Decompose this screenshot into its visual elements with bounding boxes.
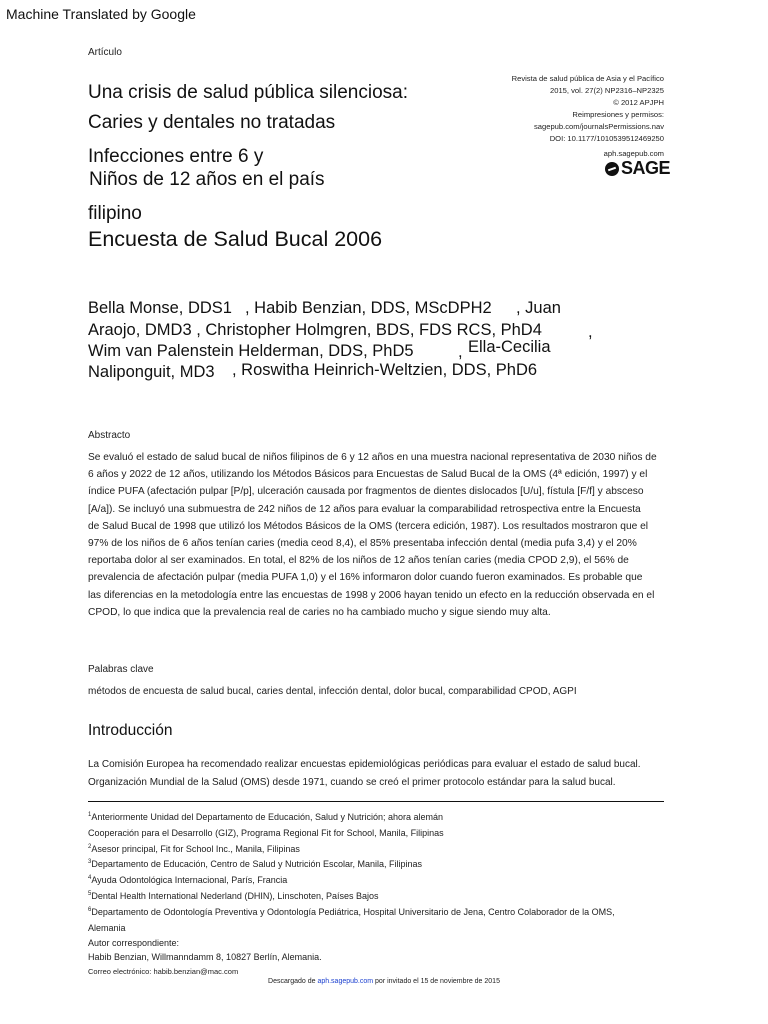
footnote-text: Alemania bbox=[88, 922, 126, 933]
footnote-text: Cooperación para el Desarrollo (GIZ), Programa Regional Fit for School, Manila, Filipinas bbox=[88, 827, 444, 838]
abstract-line: 6 años y 2022 de 12 años, utilizando los Métodos Básicos para Encuestas de Salud Bucal de la OMS (4ª edición, 1997) y el bbox=[88, 469, 648, 481]
title-line-6: Encuesta de Salud Bucal 2006 bbox=[88, 227, 383, 251]
correspondence-address: Habib Benzian, Willmanndamm 8, 10827 Berlín, Alemania. bbox=[88, 951, 322, 962]
footnote-item bbox=[88, 872, 615, 888]
permissions-link[interactable]: sagepub.com/journalsPermissions.nav bbox=[533, 121, 664, 131]
footnote-mark: 6 bbox=[88, 906, 92, 913]
title-line-2: Caries y dentales no tratadas bbox=[88, 112, 336, 133]
footnote-item bbox=[88, 888, 615, 904]
abstract-line: Se evaluó el estado de salud bucal de niños filipinos de 6 y 12 años en una muestra nacional representativa de 2030 niños de bbox=[88, 452, 657, 463]
footnote-text: Ayuda Odontológica Internacional, París, Francia bbox=[91, 875, 288, 886]
author-line-4a: Naliponguit, MD3 bbox=[88, 363, 215, 381]
correspondence bbox=[88, 937, 322, 978]
abstract-body bbox=[88, 449, 668, 621]
download-site-link[interactable]: aph.sagepub.com bbox=[317, 978, 374, 985]
author-line-2b: , bbox=[588, 323, 593, 341]
journal-info bbox=[512, 73, 664, 160]
author-line-1a: Bella Monse, DDS1 bbox=[88, 299, 232, 317]
title-line-1: Una crisis de salud pública silenciosa: bbox=[88, 82, 408, 103]
download-notice bbox=[0, 978, 768, 985]
sage-logo bbox=[605, 158, 670, 179]
journal-copyright: © 2012 APJPH bbox=[613, 97, 664, 107]
footnote-text: Dental Health International Nederland (DHIN), Linschoten, Países Bajos bbox=[91, 890, 379, 901]
footnote-mark: 2 bbox=[88, 843, 92, 850]
journal-name: Revista de salud pública de Asia y el Pacífico bbox=[511, 74, 664, 83]
sage-logo-text: SAGE bbox=[621, 158, 671, 178]
footnote-item bbox=[88, 809, 615, 825]
abstract-line: índice PUFA (afectación pulpar [P/p], ulceración causada por fragmentos de dientes dislocados [U/u], fístula [F/f] y absceso bbox=[88, 486, 644, 498]
introduction-line: La Comisión Europea ha recomendado realizar encuestas epidemiológicas periódicas para evaluar el estado de salud bucal. bbox=[88, 759, 641, 770]
abstract-label: Abstracto bbox=[88, 430, 131, 441]
author-line-1c: , Juan bbox=[516, 299, 561, 317]
author-line-3c: Ella-Cecilia bbox=[468, 338, 551, 356]
footnote-mark: 1 bbox=[88, 812, 92, 818]
author-line-4b: , Roswitha Heinrich-Weltzien, DDS, PhD6 bbox=[232, 361, 538, 379]
footnote-text: Departamento de Educación, Centro de Salud y Nutrición Escolar, Manila, Filipinas bbox=[91, 859, 423, 870]
footnote-item bbox=[88, 825, 615, 841]
author-line-3a: Wim van Palenstein Helderman, DDS, PhD5 bbox=[88, 342, 414, 360]
journal-reprints: Reimpresiones y permisos: bbox=[572, 109, 664, 119]
abstract-line: prevalencia de afectación pulpar (media PUFA 1,0) y el 16% informaron dolor cuando fueron examinados. Es probable que bbox=[88, 572, 643, 584]
machine-translated-banner: Machine Translated by Google bbox=[6, 6, 196, 22]
footnote-text: Departamento de Odontología Preventiva y Odontología Pediátrica, Hospital Universitario de Jena, Centro Colaborador de la OMS, bbox=[91, 906, 615, 917]
footnote-item bbox=[88, 841, 615, 857]
introduction-body bbox=[88, 756, 641, 791]
download-suffix: por invitado el 15 de noviembre de 2015 bbox=[373, 978, 500, 985]
correspondence-label: Autor correspondiente: bbox=[88, 938, 180, 948]
keywords-text: métodos de encuesta de salud bucal, caries dental, infección dental, dolor bucal, comparabilidad CPOD, AGPI bbox=[88, 686, 577, 697]
abstract-line: de Salud Bucal de 1998 que utilizó los Métodos Básicos de la OMS (tercera edición, 1987). Los resultados mostraron que el bbox=[88, 520, 649, 532]
footnote-item bbox=[88, 920, 615, 936]
abstract-line: reportaba dolor al ser examinados. En total, el 82% de los niños de 12 años tenían caries (media CPOD 2,9), el 56% de bbox=[88, 555, 629, 567]
author-line-2a: Araojo, DMD3 , Christopher Holmgren, BDS, FDS RCS, PhD4 bbox=[88, 321, 542, 339]
sage-logo-icon bbox=[605, 162, 619, 176]
article-type-label: Artículo bbox=[88, 47, 122, 58]
journal-doi: DOI: 10.1177/1010539512469250 bbox=[549, 133, 664, 143]
introduction-heading: Introducción bbox=[88, 722, 173, 739]
footnotes bbox=[88, 809, 615, 935]
introduction-line: Organización Mundial de la Salud (OMS) desde 1971, cuando se creó el primer protocolo estándar para la salud bucal. bbox=[88, 776, 616, 788]
author-line-3b: , bbox=[458, 343, 463, 361]
footnote-mark: 4 bbox=[88, 875, 92, 882]
footnote-divider bbox=[88, 801, 664, 802]
footnote-text: Asesor principal, Fit for School Inc., Manila, Filipinas bbox=[91, 843, 300, 854]
journal-site-link[interactable]: aph.sagepub.com bbox=[603, 149, 664, 159]
title-line-3: Infecciones entre 6 y bbox=[88, 146, 264, 167]
abstract-line: 97% de los niños de 6 años tenían caries (media ceod 8,4), el 85% presentaba infección dental (media pufa 3,4) y el 20% bbox=[88, 538, 637, 550]
footnote-item bbox=[88, 856, 615, 872]
download-prefix: Descargado de bbox=[268, 978, 318, 985]
keywords-label: Palabras clave bbox=[88, 664, 154, 675]
abstract-line: CPOD, lo que indica que la prevalencia real de caries no ha cambiado mucho y sigue siendo muy alta. bbox=[88, 606, 551, 618]
abstract-line: las diferencias en la metodología entre las encuestas de 1998 y 2006 hayan tenido un efecto en la reducción observada en el bbox=[88, 589, 655, 601]
correspondence-email[interactable]: Correo electrónico: habib.benzian@mac.com bbox=[88, 966, 239, 976]
author-line-1b: , Habib Benzian, DDS, MScDPH2 bbox=[245, 299, 492, 317]
title-line-4: Niños de 12 años en el país bbox=[89, 169, 325, 190]
footnote-mark: 3 bbox=[88, 859, 92, 866]
footnote-mark: 5 bbox=[88, 890, 92, 897]
footnote-text: Anteriormente Unidad del Departamento de Educación, Salud y Nutrición; ahora alemán bbox=[91, 812, 444, 822]
title-line-5: filipino bbox=[88, 203, 142, 224]
journal-citation: 2015, vol. 27(2) NP2316–NP2325 bbox=[550, 85, 664, 95]
footnote-item bbox=[88, 904, 615, 920]
abstract-line: [A/a]). Se incluyó una submuestra de 242 niños de 12 años para evaluar la comparabilidad retrospectiva entre la Encuesta bbox=[88, 503, 641, 515]
